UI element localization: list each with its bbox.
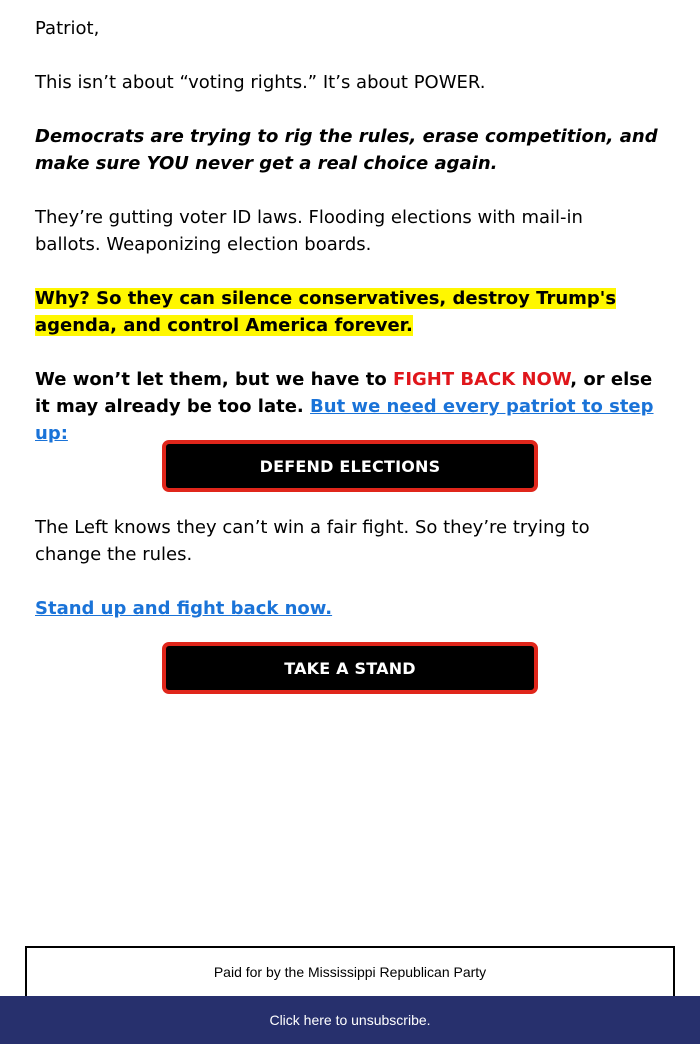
fight-back-text-end: , or else it may already be too late. — [35, 369, 653, 417]
fight-back-paragraph — [35, 366, 665, 447]
defend-elections-button[interactable]: DEFEND ELECTIONS — [162, 440, 538, 492]
highlighted-paragraph — [35, 285, 660, 339]
paid-for-text: Paid for by the Mississippi Republican Party — [213, 964, 487, 980]
stand-up-paragraph — [35, 595, 332, 622]
intro-paragraph: This isn’t about “voting rights.” It’s about POWER. — [35, 72, 486, 93]
voter-id-paragraph: They’re gutting voter ID laws. Flooding elections with mail-in ballots. Weaponizing election boards. — [35, 207, 583, 255]
unsubscribe-bar — [0, 996, 700, 1044]
unsubscribe-link[interactable]: Click here to unsubscribe. — [269, 1012, 431, 1028]
greeting: Patriot, — [35, 18, 100, 39]
left-knows-paragraph: The Left knows they can’t win a fair fight. So they’re trying to change the rules. — [35, 517, 590, 565]
highlight-text: Why? So they can silence conservatives, destroy Trump's agenda, and control America forever. — [35, 288, 617, 336]
fight-back-text-start: We won’t let them, but we have to — [35, 369, 394, 390]
take-a-stand-button[interactable]: TAKE A STAND — [162, 642, 538, 694]
fight-back-now-text: FIGHT BACK NOW — [393, 369, 571, 390]
step-up-link[interactable]: But we need every patriot to step up: — [35, 396, 654, 444]
democrats-paragraph: Democrats are trying to rig the rules, erase competition, and make sure YOU never get a real choice again. — [35, 126, 658, 174]
stand-up-link[interactable]: Stand up and fight back now. — [35, 598, 333, 619]
paid-for-disclaimer — [25, 946, 675, 996]
defend-elections-button-wrap — [0, 440, 700, 492]
take-a-stand-button-wrap — [0, 642, 700, 694]
